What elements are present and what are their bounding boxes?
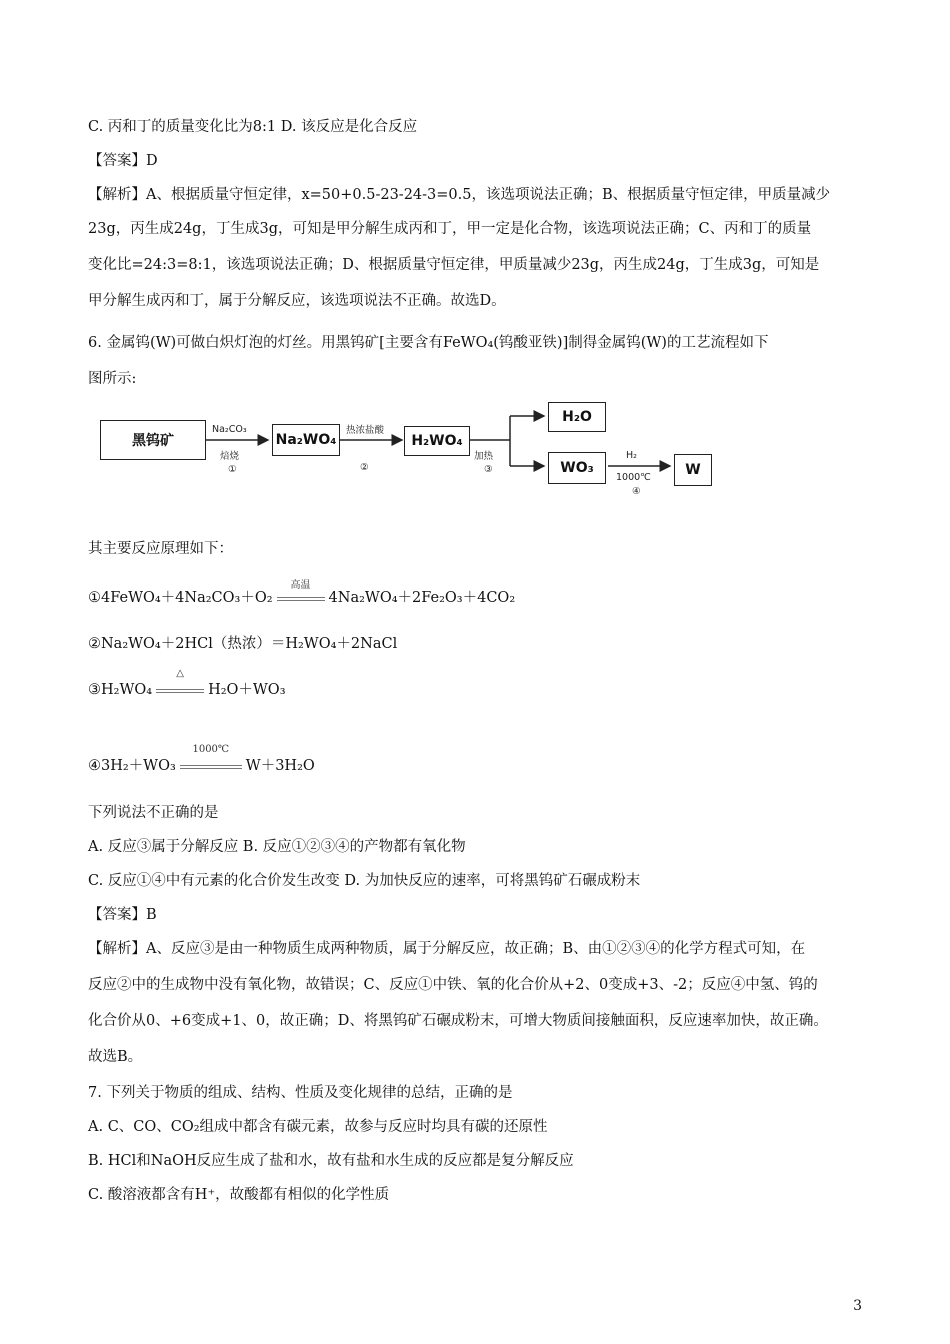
process-flow-diagram xyxy=(96,398,720,504)
arrow4-reagent: H₂ xyxy=(626,450,637,461)
analysis-text: 化合价从0、+6变成+1、0，故正确；D、将黑钨矿石碾成粉末，可增大物质间接触面积，反应速率加快，故正确。 xyxy=(88,1013,828,1029)
analysis-text: 反应②中的生成物中没有氧化物，故错误；C、反应①中铁、氧的化合价从+2、0变成+3、-2；反应④中氢、钨的 xyxy=(88,977,818,993)
equation-4-left: ④3H₂＋WO₃ xyxy=(88,758,176,774)
flow-box-w: W xyxy=(674,454,712,486)
equation-1 xyxy=(88,580,516,608)
equation-3-condition xyxy=(154,668,206,700)
answer-label: 【答案】D xyxy=(88,153,158,169)
equation-4-right: W＋3H₂O xyxy=(245,758,315,774)
flow-box-wo3: WO₃ xyxy=(548,452,606,484)
equation-1-left: ①4FeWO₄＋4Na₂CO₃＋O₂ xyxy=(88,590,273,606)
arrow3-condition: 加热 xyxy=(474,451,494,462)
equation-1-condition-label: 高温 xyxy=(290,580,311,591)
options-ab: A. 反应③属于分解反应 B. 反应①②③④的产物都有氧化物 xyxy=(88,839,466,855)
equation-1-condition xyxy=(275,580,327,608)
equation-3-condition-label: △ xyxy=(176,668,184,679)
analysis-text: 【解析】A、反应③是由一种物质生成两种物质，属于分解反应，故正确；B、由①②③④的化学方程式可知，在 xyxy=(88,941,806,957)
flow-box-h2wo4: H₂WO₄ xyxy=(404,426,470,456)
question-6-stem: 6. 金属钨(W)可做白炽灯泡的灯丝。用黑钨矿[主要含有FeWO₄(钨酸亚铁)]制得金属钨(W)的工艺流程如下 xyxy=(88,335,769,351)
option-c: C. 酸溶液都含有H⁺，故酸都有相似的化学性质 xyxy=(88,1187,390,1203)
arrow1-condition: 焙烧 xyxy=(220,451,240,462)
flow-box-h2o: H₂O xyxy=(548,402,606,432)
principle-intro: 其主要反应原理如下： xyxy=(88,541,233,557)
question-6-stem: 图所示: xyxy=(88,371,137,387)
analysis-text: 甲分解生成丙和丁，属于分解反应，该选项说法不正确。故选D。 xyxy=(88,293,506,309)
arrow1-number: ① xyxy=(228,464,237,475)
arrow4-condition: 1000℃ xyxy=(616,472,651,483)
analysis-text: 变化比=24:3=8:1，该选项说法正确；D、根据质量守恒定律，甲质量减少23g，丙生成24g，丁生成3g，可知是 xyxy=(88,257,820,273)
equation-3-right: H₂O＋WO₃ xyxy=(208,682,286,698)
equation-4-condition xyxy=(178,744,244,776)
analysis-text: 故选B。 xyxy=(88,1049,143,1065)
question-6-prompt: 下列说法不正确的是 xyxy=(88,805,219,821)
options-cd: C. 反应①④中有元素的化合价发生改变 D. 为加快反应的速率，可将黑钨矿石碾成粉末 xyxy=(88,873,641,889)
option-a: A. C、CO、CO₂组成中都含有碳元素，故参与反应时均具有碳的还原性 xyxy=(88,1119,548,1135)
equation-3-left: ③H₂WO₄ xyxy=(88,682,153,698)
arrow2-number: ② xyxy=(360,462,369,473)
flow-box-ore: 黑钨矿 xyxy=(100,420,206,460)
option-line: C. 丙和丁的质量变化比为8:1 D. 该反应是化合反应 xyxy=(88,119,418,135)
equation-4-condition-label: 1000℃ xyxy=(192,744,230,755)
arrow1-reagent: Na₂CO₃ xyxy=(212,424,247,435)
question-7-stem: 7. 下列关于物质的组成、结构、性质及变化规律的总结，正确的是 xyxy=(88,1085,513,1101)
arrow3-number: ③ xyxy=(484,464,493,475)
equation-3 xyxy=(88,668,286,700)
option-b: B. HCl和NaOH反应生成了盐和水，故有盐和水生成的反应都是复分解反应 xyxy=(88,1153,574,1169)
analysis-text: 23g，丙生成24g，丁生成3g，可知是甲分解生成丙和丁，甲一定是化合物，该选项说法正确；C、丙和丁的质量 xyxy=(88,221,812,237)
page-number: 3 xyxy=(853,1298,862,1314)
arrow2-reagent: 热浓盐酸 xyxy=(346,425,385,436)
analysis-text: 【解析】A、根据质量守恒定律，x=50+0.5-23-24-3=0.5，该选项说法正确；B、根据质量守恒定律，甲质量减少 xyxy=(88,187,831,203)
equation-2: ②Na₂WO₄＋2HCl（热浓）＝H₂WO₄＋2NaCl xyxy=(88,636,398,652)
answer-label: 【答案】B xyxy=(88,907,157,923)
flow-box-na2wo4: Na₂WO₄ xyxy=(272,424,340,456)
arrow4-number: ④ xyxy=(632,486,641,497)
equation-4 xyxy=(88,744,315,776)
equation-1-right: 4Na₂WO₄＋2Fe₂O₃＋4CO₂ xyxy=(328,590,516,606)
